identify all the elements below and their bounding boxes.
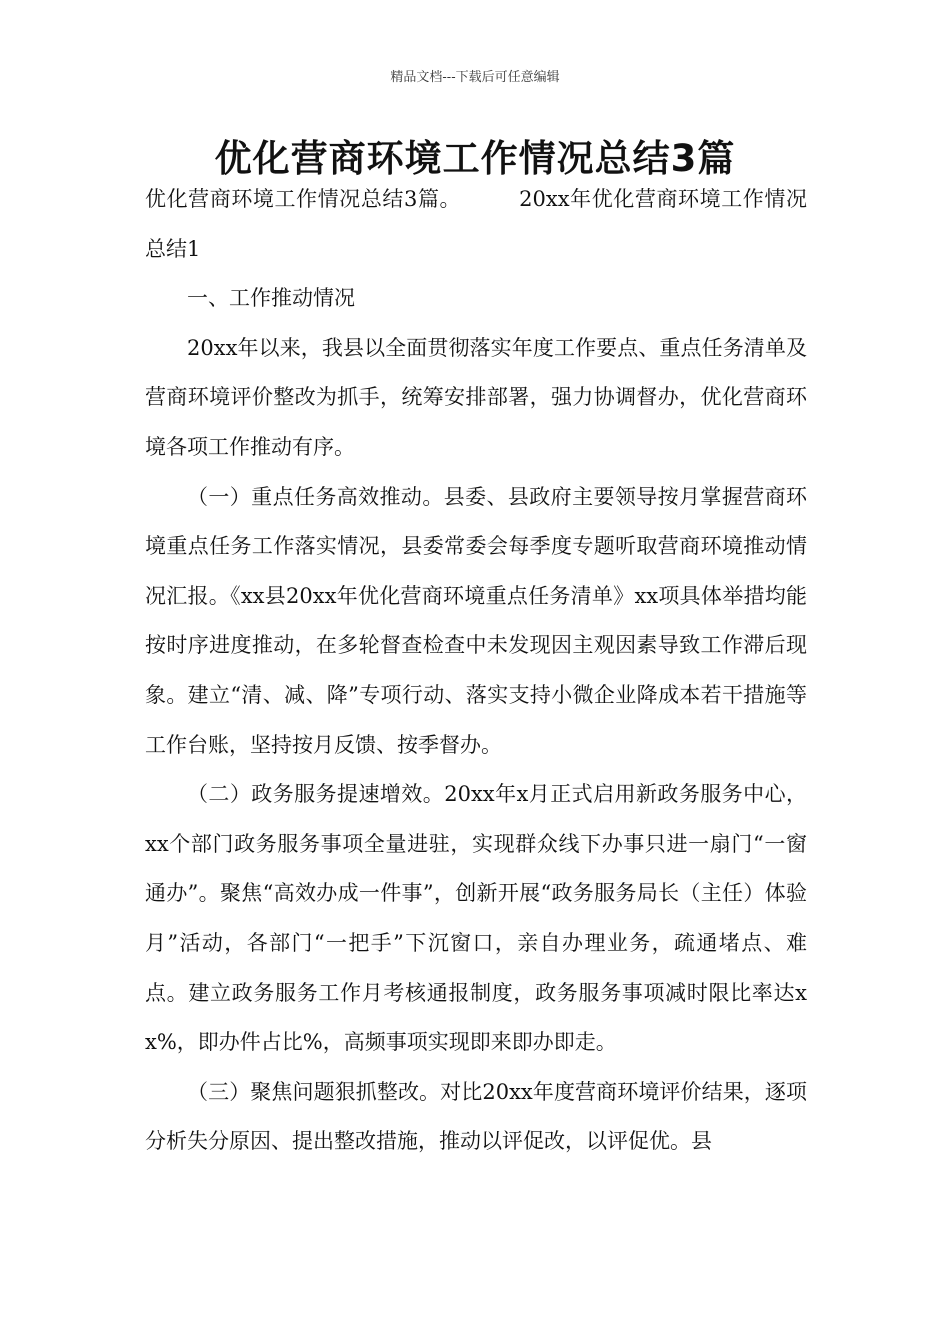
paragraph-government-services: （二）政务服务提速增效。20xx年x月正式启用新政务服务中心，xx个部门政务服务事项全量进驻，实现群众线下办事只进一扇门“一窗通办”。聚焦“高效办成一件事”，创新开展“政务服务局长（主任）体验月”活动，各部门“一把手”下沉窗口，亲自办理业务，疏通堵点、难点。建立政务服务工作月考核通报制度，政务服务事项减时限比率达xx%，即办件占比%，高频事项实现即来即办即走。 xyxy=(145,782,807,1055)
paragraph-key-tasks: （一）重点任务高效推动。县委、县政府主要领导按月掌握营商环境重点任务工作落实情况，县委常委会每季度专题听取营商环境推动情况汇报。《xx县20xx年优化营商环境重点任务清单》xx项具体举措均能按时序进度推动，在多轮督查检查中未发现因主观因素导致工作滞后现象。建立“清、减、降”专项行动、落实支持小微企业降成本若干措施等工作台账，坚持按月反馈、按季督办。 xyxy=(145,484,807,757)
section-heading: 一、工作推动情况 xyxy=(187,286,355,311)
document-body xyxy=(145,175,807,1167)
paragraph-overview: 20xx年以来，我县以全面贯彻落实年度工作要点、重点任务清单及营商环境评价整改为抓手，统筹安排部署，强力协调督办，优化营商环境各项工作推动有序。 xyxy=(145,335,807,459)
document-title: 优化营商环境工作情况总结3篇 xyxy=(214,137,736,180)
paragraph-rectification: （三）聚焦问题狠抓整改。对比20xx年度营商环境评价结果，逐项分析失分原因、提出整改措施，推动以评促改，以评促优。县 xyxy=(145,1079,807,1154)
intro-part-1: 优化营商环境工作情况总结3篇。 xyxy=(145,187,462,211)
intro-part-2: 20xx年优化营商环境工作情况总结1 xyxy=(145,187,807,261)
header-note: 精品文档---下载后可任意编辑 xyxy=(390,70,560,85)
intro-paragraph xyxy=(145,175,807,274)
